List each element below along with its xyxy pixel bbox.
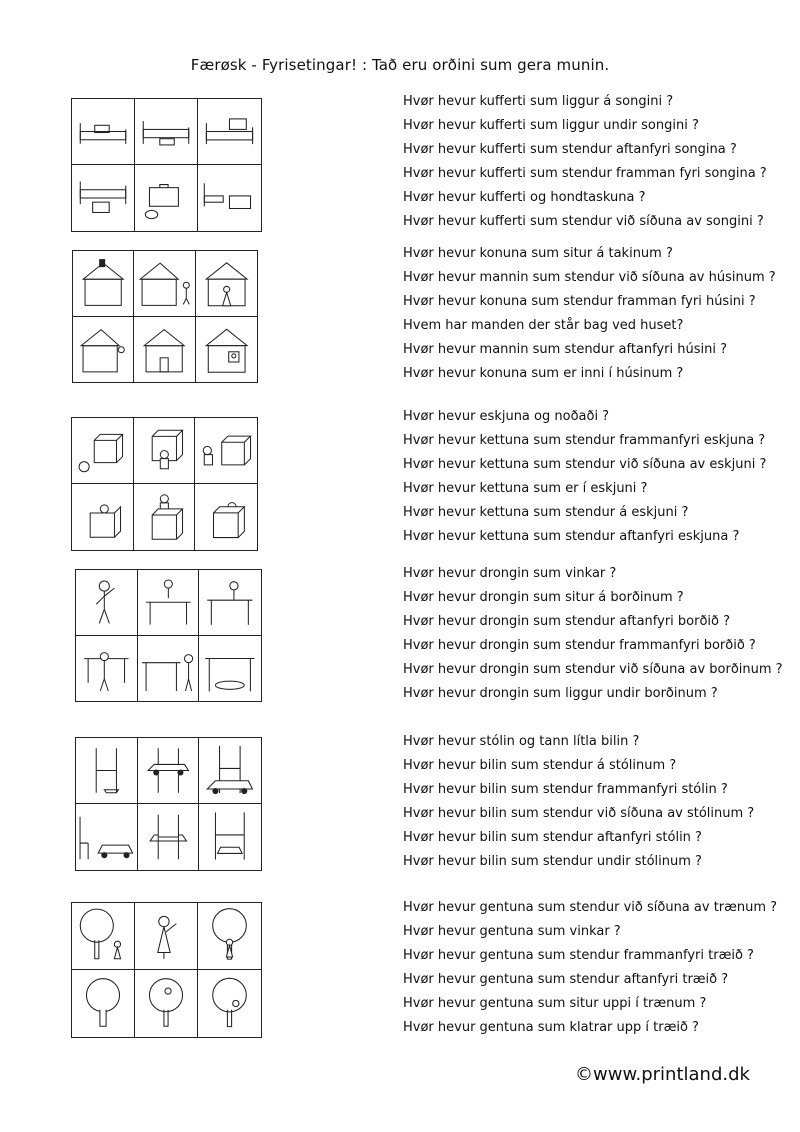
chair-small-car-illustration	[76, 738, 137, 803]
page-title: Færøsk - Fyrisetingar! : Tað eru orðini sum gera munin.	[190, 56, 610, 74]
picture-cell[interactable]	[73, 317, 134, 383]
house-illustration	[134, 317, 194, 383]
question: Hvør hevur gentuna sum stendur frammanfyri træið ?	[403, 948, 754, 963]
box-ball-illustration	[72, 418, 133, 483]
question: Hvør hevur kettuna sum stendur á eskjuni ?	[403, 505, 689, 520]
picture-cell[interactable]	[138, 738, 200, 804]
suitcase-handbag-illustration	[135, 165, 197, 231]
girl-in-tree-illustration	[135, 970, 197, 1037]
picture-grid	[75, 569, 262, 702]
picture-cell[interactable]	[199, 738, 261, 804]
boy-waving-illustration	[76, 570, 137, 635]
boy-on-table-illustration	[138, 570, 199, 635]
picture-cell[interactable]	[72, 970, 135, 1037]
question: Hvør hevur konuna sum situr á takinum ?	[403, 246, 673, 261]
house-man-behind-illustration	[73, 317, 133, 383]
picture-cell[interactable]	[195, 484, 257, 550]
question: Hvør hevur gentuna sum klatrar upp í træið ?	[403, 1020, 699, 1035]
question-list	[403, 562, 783, 706]
question-list	[403, 242, 776, 386]
bed-suitcase-under-illustration	[135, 99, 197, 164]
picture-grid	[75, 737, 262, 871]
question: Hvør hevur konuna sum stendur framman fyri húsini ?	[403, 294, 756, 309]
bed-suitcase-behind-illustration	[198, 99, 261, 164]
bed-suitcase-front-illustration	[72, 165, 134, 231]
exercise-boy-table	[0, 566, 800, 706]
question: Hvør hevur kettuna sum stendur frammanfyri eskjuna ?	[403, 433, 766, 448]
question: Hvør hevur kettuna sum er í eskjuni ?	[403, 481, 648, 496]
question: Hvør hevur konuna sum er inni í húsinum ?	[403, 366, 684, 381]
picture-cell[interactable]	[76, 570, 138, 636]
question: Hvør hevur kettuna sum stendur aftanfyri eskjuna ?	[403, 529, 740, 544]
question: Hvør hevur mannin sum stendur aftanfyri húsini ?	[403, 342, 728, 357]
question: Hvør hevur drongin sum situr á borðinum ?	[403, 590, 684, 605]
question: Hvør hevur drongin sum vinkar ?	[403, 566, 617, 581]
picture-cell[interactable]	[195, 418, 257, 484]
boy-beside-table-illustration	[138, 636, 199, 702]
exercise-girl-tree	[0, 902, 800, 1042]
picture-cell[interactable]	[196, 251, 257, 317]
picture-cell[interactable]	[135, 903, 198, 970]
picture-cell[interactable]	[72, 484, 134, 550]
picture-cell[interactable]	[73, 251, 134, 317]
question: Hvør hevur drongin sum stendur frammanfyri borðið ?	[403, 638, 756, 653]
box-cat-front-illustration	[134, 418, 195, 483]
exercise-car-chair	[0, 735, 800, 875]
picture-grid	[72, 250, 258, 383]
picture-cell[interactable]	[198, 165, 261, 231]
question: Hvør hevur bilin sum stendur við síðuna av stólinum ?	[403, 806, 755, 821]
question: Hvør hevur kufferti og hondtaskuna ?	[403, 190, 646, 205]
question: Hvør hevur bilin sum stendur aftanfyri stólin ?	[403, 830, 702, 845]
picture-grid	[71, 902, 262, 1038]
question-list	[403, 896, 777, 1040]
bed-suitcase-beside-illustration	[198, 165, 261, 231]
question: Hvør hevur gentuna sum situr uppi í trænum ?	[403, 996, 707, 1011]
car-under-chair-illustration	[199, 804, 261, 870]
picture-cell[interactable]	[138, 804, 200, 870]
question: Hvør hevur gentuna sum stendur aftanfyri træið ?	[403, 972, 729, 987]
picture-cell[interactable]	[72, 418, 134, 484]
question: Hvør hevur kufferti sum stendur framman fyri songina ?	[403, 166, 767, 181]
picture-cell[interactable]	[76, 804, 138, 870]
picture-cell[interactable]	[199, 636, 261, 702]
picture-cell[interactable]	[72, 99, 135, 165]
box-cat-on-illustration	[134, 484, 195, 550]
picture-cell[interactable]	[135, 99, 198, 165]
question: Hvør hevur kettuna sum stendur við síðuna av eskjuni ?	[403, 457, 767, 472]
question-list	[403, 90, 767, 234]
question-list	[403, 405, 766, 549]
exercise-cat-box	[0, 409, 800, 554]
question: Hvør hevur stólin og tann lítla bilin ?	[403, 734, 640, 749]
question: Hvør hevur kufferti sum liggur á songini ?	[403, 94, 674, 109]
picture-grid	[71, 417, 258, 551]
girl-behind-tree-illustration	[72, 970, 134, 1037]
copyright-link[interactable]: ©www.printland.dk	[575, 1064, 750, 1085]
exercise-suitcase-bed	[0, 96, 800, 236]
picture-cell[interactable]	[135, 165, 198, 231]
question: Hvør hevur eskjuna og noðaði ?	[403, 409, 610, 424]
picture-cell[interactable]	[134, 251, 195, 317]
box-cat-inside-illustration	[72, 484, 133, 550]
boy-behind-table-illustration	[199, 570, 261, 635]
house-woman-inside-illustration	[196, 317, 257, 383]
question: Hvør hevur bilin sum stendur á stólinum ?	[403, 758, 677, 773]
house-man-beside-illustration	[134, 251, 194, 316]
boy-under-table-illustration	[199, 636, 261, 702]
picture-cell[interactable]	[198, 903, 261, 970]
question: Hvør hevur gentuna sum vinkar ?	[403, 924, 621, 939]
car-beside-chair-illustration	[76, 804, 137, 870]
picture-cell[interactable]	[138, 636, 200, 702]
exercise-woman-man-house	[0, 248, 800, 388]
picture-cell[interactable]	[138, 570, 200, 636]
picture-cell[interactable]	[198, 970, 261, 1037]
question: Hvør hevur gentuna sum stendur við síðuna av trænum ?	[403, 900, 778, 915]
girl-front-tree-illustration	[198, 903, 261, 969]
question: Hvør hevur bilin sum stendur undir stólinum ?	[403, 854, 702, 869]
picture-cell[interactable]	[72, 903, 135, 970]
girl-beside-tree-illustration	[72, 903, 134, 969]
picture-cell[interactable]	[199, 804, 261, 870]
box-cat-beside-illustration	[195, 418, 257, 483]
bed-suitcase-on-illustration	[72, 99, 134, 164]
picture-cell[interactable]	[134, 418, 196, 484]
box-cat-behind-illustration	[195, 484, 257, 550]
car-behind-chair-illustration	[138, 804, 199, 870]
picture-cell[interactable]	[134, 484, 196, 550]
car-front-chair-illustration	[199, 738, 261, 803]
question: Hvør hevur mannin sum stendur við síðuna av húsinum ?	[403, 270, 776, 285]
question: Hvør hevur bilin sum stendur frammanfyri stólin ?	[403, 782, 728, 797]
question: Hvør hevur kufferti sum stendur við síðuna av songini ?	[403, 214, 764, 229]
picture-cell[interactable]	[72, 165, 135, 231]
boy-front-table-illustration	[76, 636, 137, 702]
car-on-chair-illustration	[138, 738, 199, 803]
house-woman-roof-illustration	[73, 251, 133, 316]
girl-climbing-tree-illustration	[198, 970, 261, 1037]
picture-cell[interactable]	[196, 317, 257, 383]
question: Hvør hevur drongin sum stendur aftanfyri borðið ?	[403, 614, 731, 629]
question: Hvør hevur drongin sum liggur undir borðinum ?	[403, 686, 718, 701]
question-list	[403, 730, 754, 874]
picture-cell[interactable]	[198, 99, 261, 165]
question: Hvør hevur drongin sum stendur við síðuna av borðinum ?	[403, 662, 783, 677]
question: Hvør hevur kufferti sum stendur aftanfyri songina ?	[403, 142, 737, 157]
picture-cell[interactable]	[76, 636, 138, 702]
picture-cell[interactable]	[76, 738, 138, 804]
picture-cell[interactable]	[134, 317, 195, 383]
question: Hvem har manden der står bag ved huset?	[403, 318, 684, 333]
picture-grid	[71, 98, 262, 232]
question: Hvør hevur kufferti sum liggur undir songini ?	[403, 118, 699, 133]
picture-cell[interactable]	[135, 970, 198, 1037]
house-woman-front-illustration	[196, 251, 257, 316]
girl-waving-illustration	[135, 903, 197, 969]
picture-cell[interactable]	[199, 570, 261, 636]
